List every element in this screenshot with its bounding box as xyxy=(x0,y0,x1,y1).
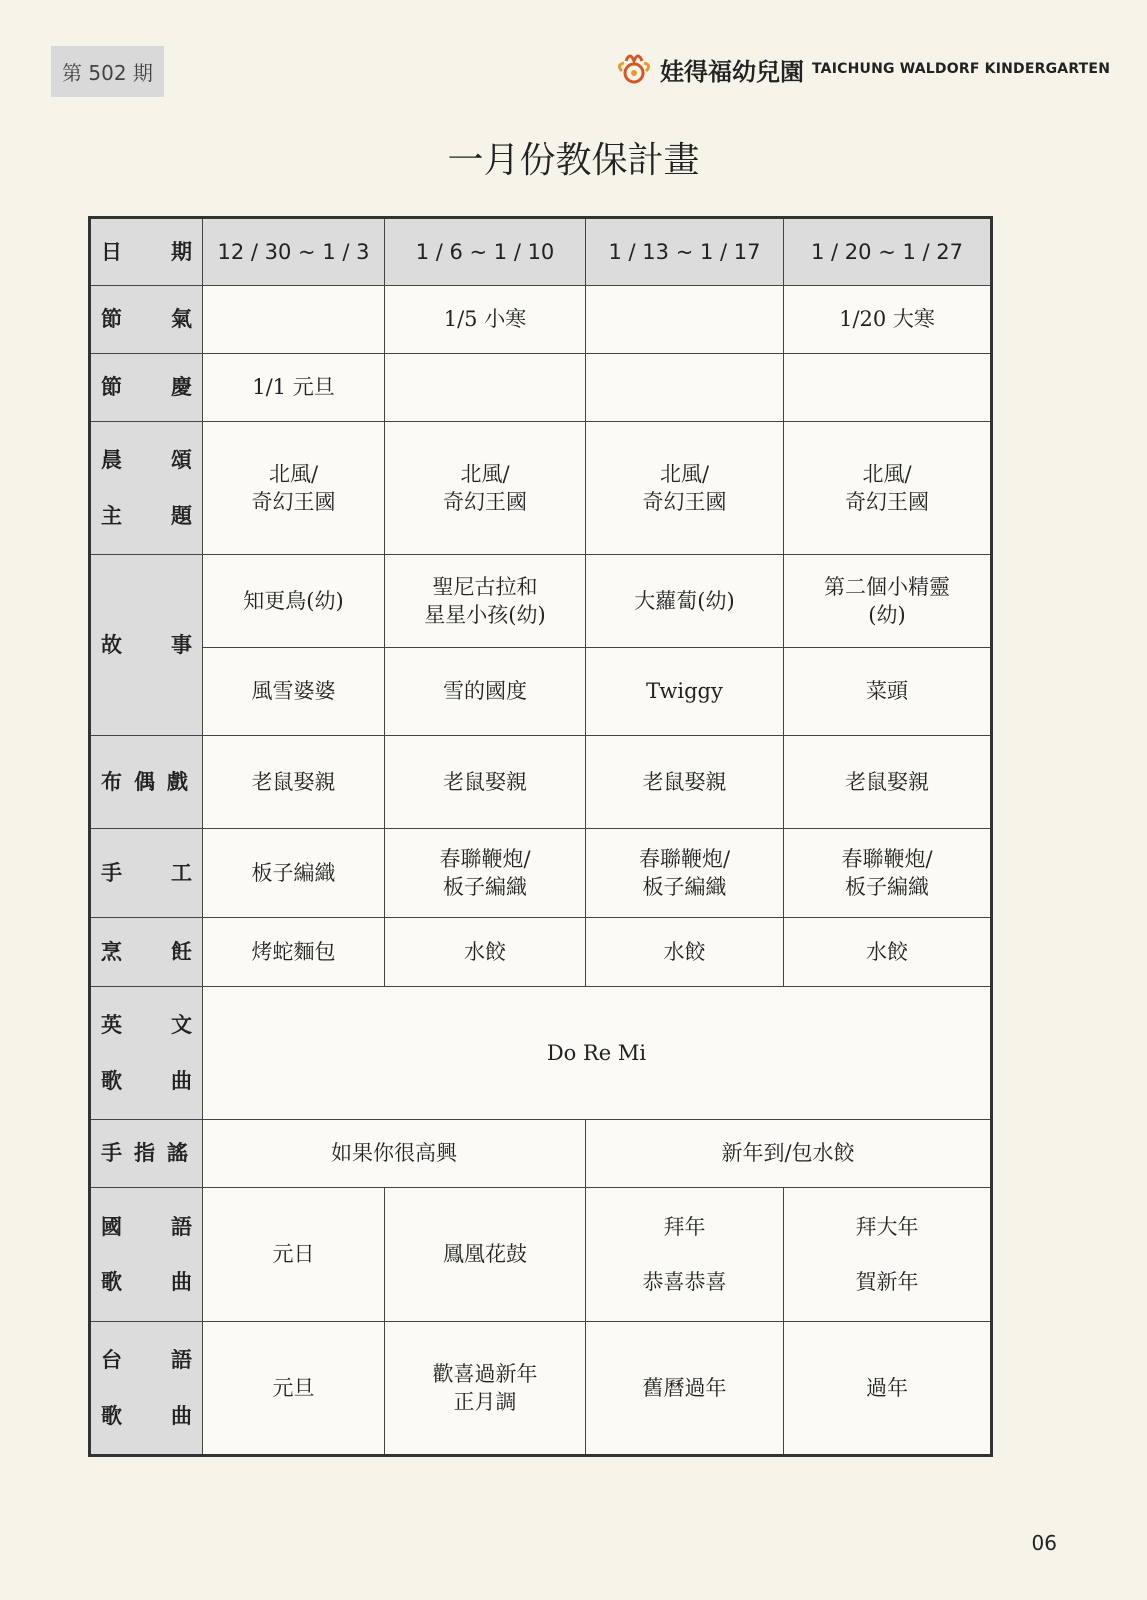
handwork-cell: 板子編織 xyxy=(203,829,385,918)
taiwanese-song-cell: 舊曆過年 xyxy=(586,1322,784,1456)
week-1: 12 / 30 ~ 1 / 3 xyxy=(203,218,385,286)
row-story-other xyxy=(90,648,992,736)
label-mandarin-song: 國 語 歌 曲 xyxy=(90,1188,203,1322)
row-english-song xyxy=(90,987,992,1120)
page-number: 06 xyxy=(1031,1531,1057,1555)
story-cell: 聖尼古拉和 星星小孩(幼) xyxy=(385,555,586,648)
puppet-cell: 老鼠娶親 xyxy=(586,736,784,829)
story-cell: 知更鳥(幼) xyxy=(203,555,385,648)
morning-verse-cell: 北風/ 奇幻王國 xyxy=(203,422,385,555)
festival-cell xyxy=(784,354,992,422)
festival-cell xyxy=(586,354,784,422)
brand-name-zh: 娃得福幼兒園 xyxy=(660,57,804,86)
festival-cell: 1/1 元旦 xyxy=(203,354,385,422)
story-cell: 第二個小精靈 (幼) xyxy=(784,555,992,648)
morning-verse-cell: 北風/ 奇幻王國 xyxy=(784,422,992,555)
handwork-cell: 春聯鞭炮/ 板子編織 xyxy=(784,829,992,918)
page-title: 一月份教保計畫 xyxy=(447,140,700,181)
story-cell: Twiggy xyxy=(586,648,784,736)
morning-verse-cell: 北風/ 奇幻王國 xyxy=(586,422,784,555)
puppet-cell: 老鼠娶親 xyxy=(203,736,385,829)
mandarin-song-cell: 元日 xyxy=(203,1188,385,1322)
story-cell: 雪的國度 xyxy=(385,648,586,736)
issue-tag: 第 502 期 xyxy=(51,46,164,97)
label-story: 故 事 xyxy=(90,555,203,736)
taiwanese-song-cell: 過年 xyxy=(784,1322,992,1456)
label-morning-verse: 晨 頌 主 題 xyxy=(90,422,203,555)
story-cell: 風雪婆婆 xyxy=(203,648,385,736)
handwork-cell: 春聯鞭炮/ 板子編織 xyxy=(385,829,586,918)
cooking-cell: 水餃 xyxy=(586,918,784,987)
brand-name-en: TAICHUNG WALDORF KINDERGARTEN xyxy=(812,61,1111,77)
brand-header xyxy=(612,46,1110,92)
label-finger-play: 手 指 謠 xyxy=(90,1120,203,1188)
english-song-cell: Do Re Mi xyxy=(203,987,992,1120)
cooking-cell: 水餃 xyxy=(385,918,586,987)
solar-term-cell xyxy=(586,286,784,354)
row-solar-term xyxy=(90,286,992,354)
week-4: 1 / 20 ~ 1 / 27 xyxy=(784,218,992,286)
solar-term-cell: 1/20 大寒 xyxy=(784,286,992,354)
cooking-cell: 水餃 xyxy=(784,918,992,987)
row-puppet xyxy=(90,736,992,829)
label-taiwanese-song: 台 語 歌 曲 xyxy=(90,1322,203,1456)
label-festival: 節 慶 xyxy=(90,354,203,422)
puppet-cell: 老鼠娶親 xyxy=(385,736,586,829)
festival-cell xyxy=(385,354,586,422)
taiwanese-song-cell: 歡喜過新年 正月調 xyxy=(385,1322,586,1456)
flower-logo-icon xyxy=(612,47,656,91)
morning-verse-cell: 北風/ 奇幻王國 xyxy=(385,422,586,555)
story-cell: 菜頭 xyxy=(784,648,992,736)
label-english-song: 英 文 歌 曲 xyxy=(90,987,203,1120)
taiwanese-song-cell: 元旦 xyxy=(203,1322,385,1456)
week-3: 1 / 13 ~ 1 / 17 xyxy=(586,218,784,286)
mandarin-song-cell: 拜年 恭喜恭喜 xyxy=(586,1188,784,1322)
mandarin-song-cell: 鳳凰花鼓 xyxy=(385,1188,586,1322)
plan-table xyxy=(88,216,993,1457)
row-festival xyxy=(90,354,992,422)
week-2: 1 / 6 ~ 1 / 10 xyxy=(385,218,586,286)
solar-term-cell xyxy=(203,286,385,354)
label-puppet: 布 偶 戲 xyxy=(90,736,203,829)
finger-play-cell: 如果你很高興 xyxy=(203,1120,586,1188)
handwork-cell: 春聯鞭炮/ 板子編織 xyxy=(586,829,784,918)
finger-play-cell: 新年到/包水餃 xyxy=(586,1120,992,1188)
cooking-cell: 烤蛇麵包 xyxy=(203,918,385,987)
row-cooking xyxy=(90,918,992,987)
label-cooking: 烹 飪 xyxy=(90,918,203,987)
row-mandarin-song xyxy=(90,1188,992,1322)
row-taiwanese-song xyxy=(90,1322,992,1456)
row-date xyxy=(90,218,992,286)
row-handwork xyxy=(90,829,992,918)
puppet-cell: 老鼠娶親 xyxy=(784,736,992,829)
label-handwork: 手 工 xyxy=(90,829,203,918)
label-solar-term: 節 氣 xyxy=(90,286,203,354)
row-story-kinder xyxy=(90,555,992,648)
row-morning-verse xyxy=(90,422,992,555)
solar-term-cell: 1/5 小寒 xyxy=(385,286,586,354)
story-cell: 大蘿蔔(幼) xyxy=(586,555,784,648)
mandarin-song-cell: 拜大年 賀新年 xyxy=(784,1188,992,1322)
row-finger-play xyxy=(90,1120,992,1188)
label-date: 日 期 xyxy=(90,218,203,286)
